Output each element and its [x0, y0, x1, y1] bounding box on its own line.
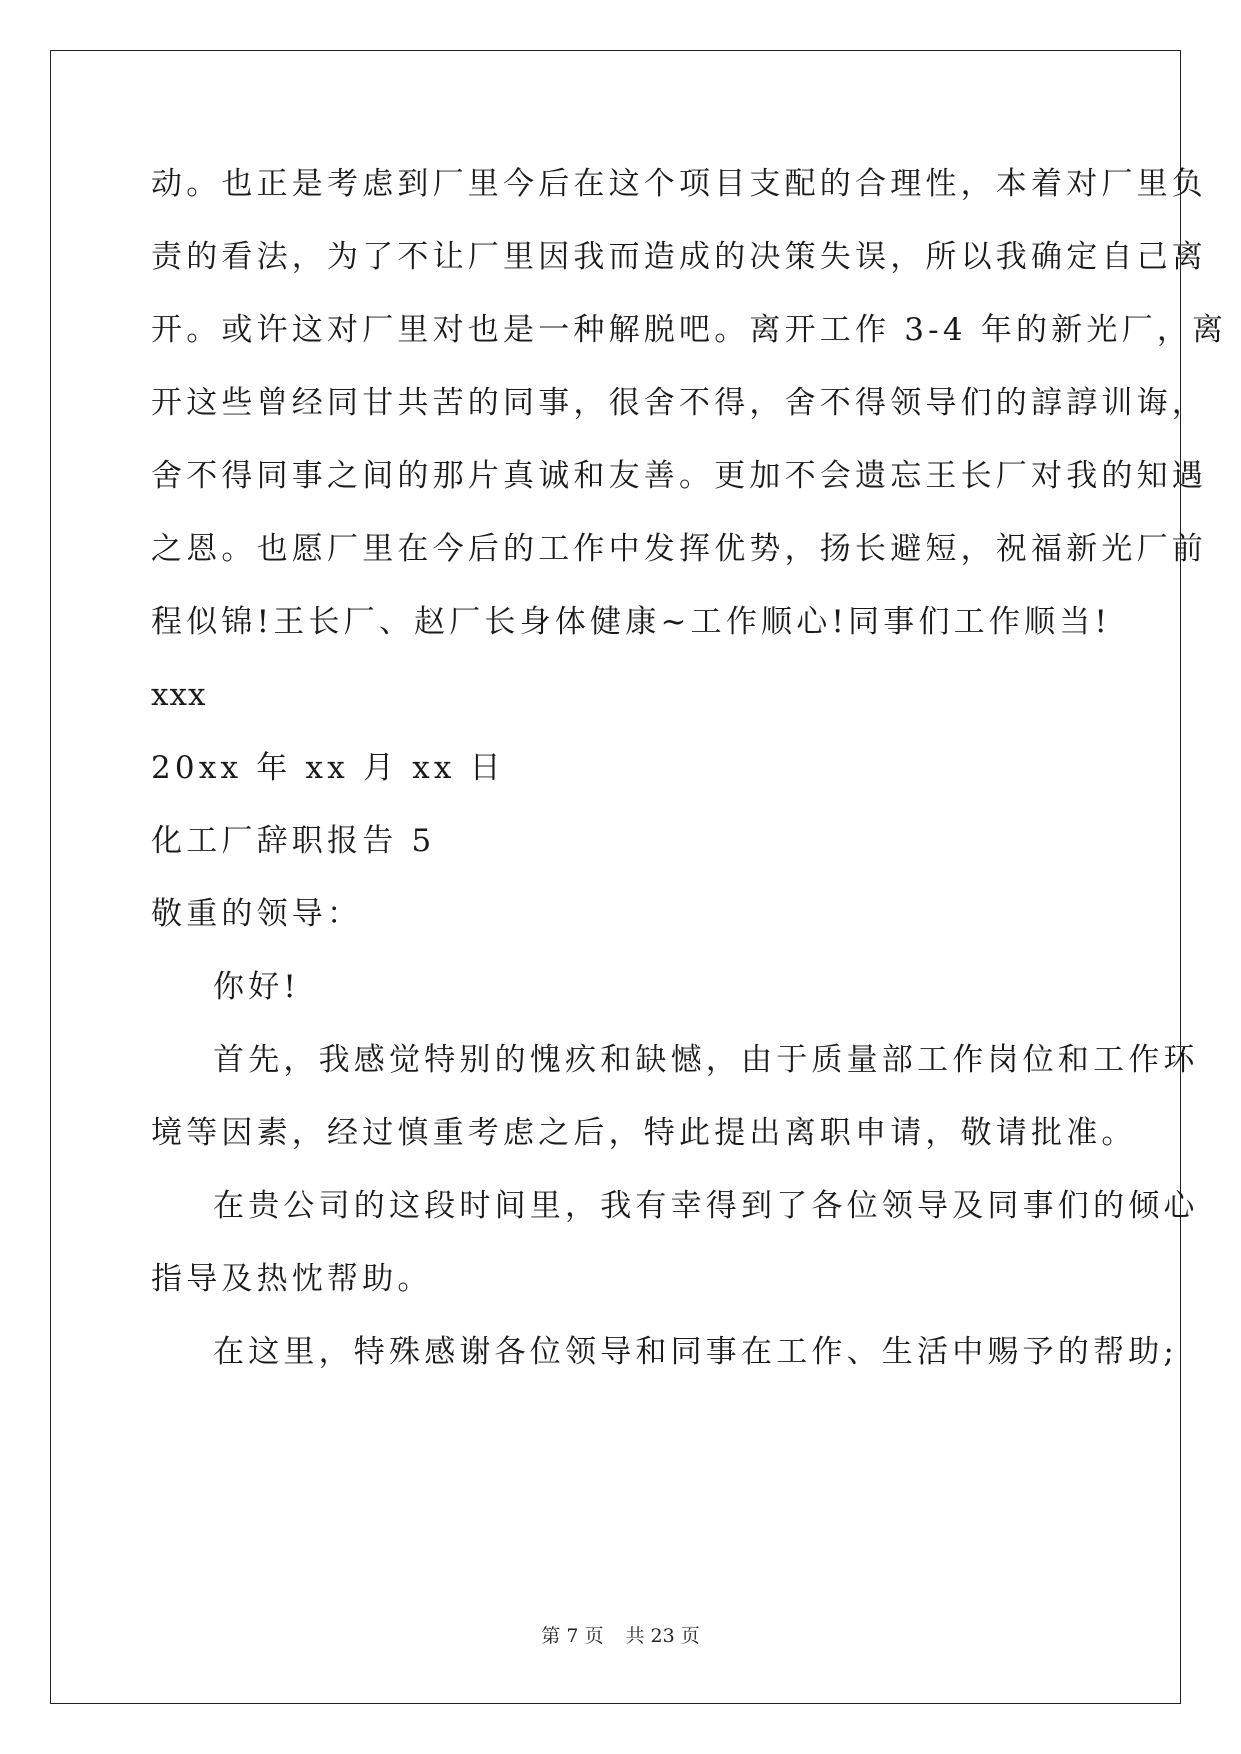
body-line: 动。也正是考虑到厂里今后在这个项目支配的合理性，本着对厂里负	[151, 166, 1207, 202]
section-title: 化工厂辞职报告 5	[151, 823, 436, 859]
body-line: 在贵公司的这段时间里，我有幸得到了各位领导及同事们的倾心	[213, 1188, 1199, 1224]
body-line: 开这些曾经同甘共苦的同事，很舍不得，舍不得领导们的諄諄训诲，	[151, 385, 1207, 421]
signature-date: 20xx 年 xx 月 xx 日	[151, 750, 505, 786]
body-line: 责的看法，为了不让厂里因我而造成的决策失误，所以我确定自己离	[151, 239, 1207, 275]
greeting: 你好!	[213, 969, 301, 1005]
page-footer	[0, 1624, 1241, 1648]
body-line: 开。或许这对厂里对也是一种解脱吧。离开工作 3-4 年的新光厂，离	[151, 312, 1228, 348]
salutation: 敬重的领导：	[151, 896, 363, 932]
page-number-current: 第 7 页	[541, 1625, 604, 1647]
body-line: 之恩。也愿厂里在今后的工作中发挥优势，扬长避短，祝福新光厂前	[151, 531, 1207, 567]
body-line: 首先，我感觉特别的愧疚和缺憾，由于质量部工作岗位和工作环	[213, 1042, 1199, 1078]
page-number-total: 共 23 页	[625, 1625, 700, 1647]
signature-name: xxx	[151, 677, 207, 713]
body-line: 程似锦!王长厂、赵厂长身体健康~工作顺心!同事们工作顺当!	[151, 604, 1112, 640]
body-line: 指导及热忱帮助。	[151, 1261, 433, 1297]
page-border	[50, 50, 1181, 1704]
body-line: 在这里，特殊感谢各位领导和同事在工作、生活中赐予的帮助;	[213, 1334, 1179, 1370]
body-line: 境等因素，经过慎重考虑之后，特此提出离职申请，敬请批准。	[151, 1115, 1137, 1151]
body-line: 舍不得同事之间的那片真诚和友善。更加不会遗忘王长厂对我的知遇	[151, 458, 1207, 494]
